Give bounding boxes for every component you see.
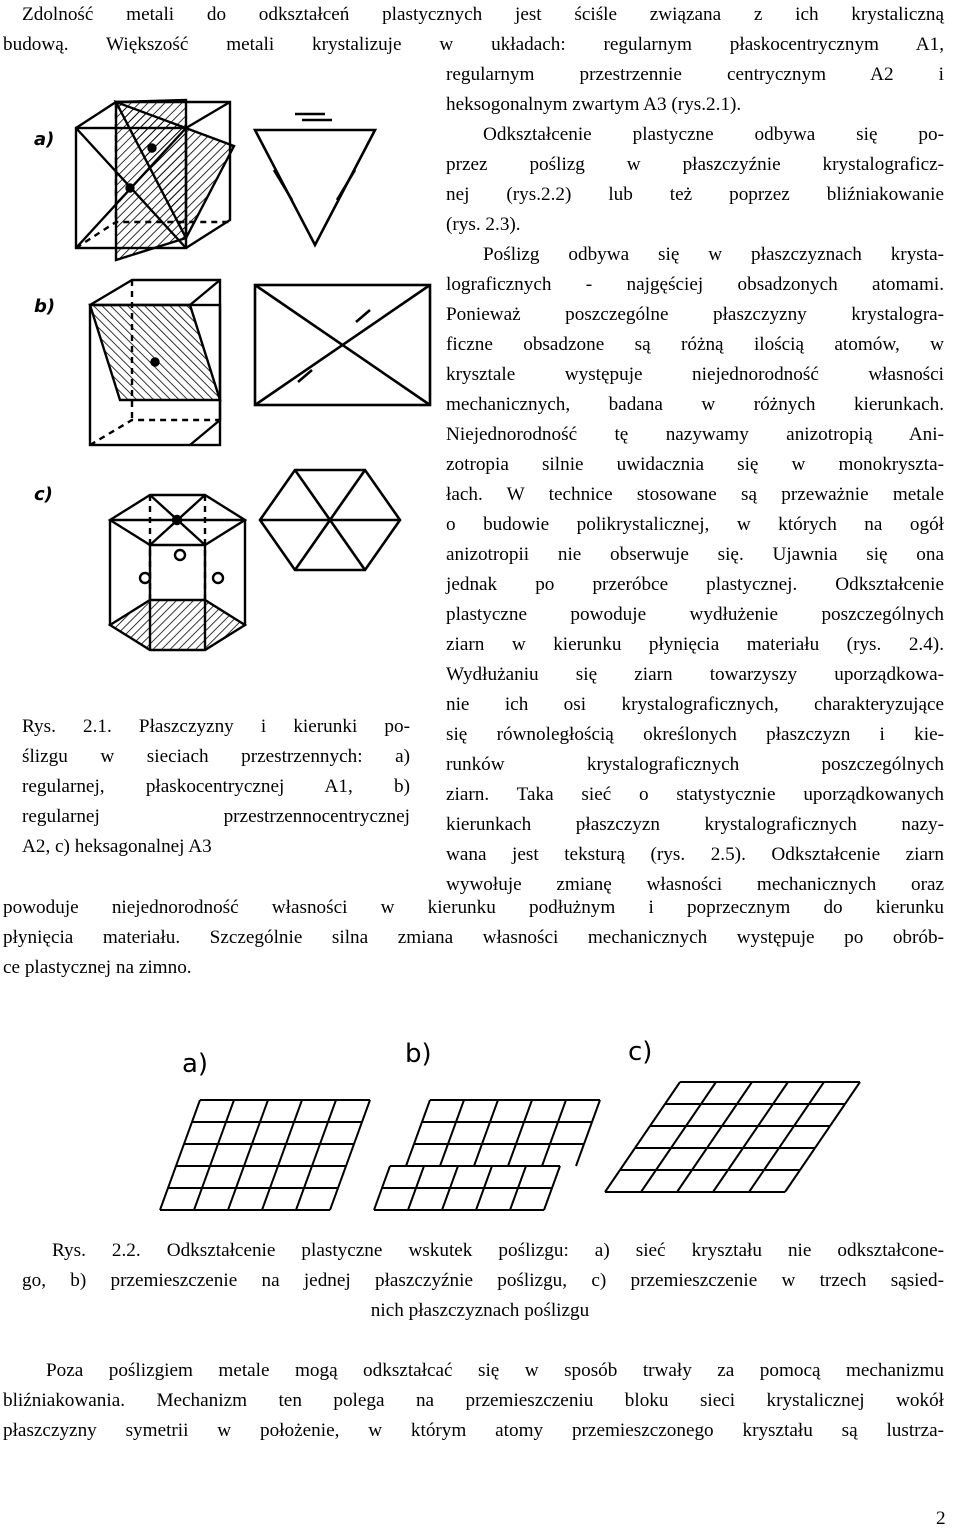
figure-2-1: [34, 100, 440, 660]
right-line-3: nej (rys.2.2) lub też poprzez bliźniakowanie: [446, 184, 944, 205]
bottom-line-3: płaszczyzny symetrii w położenie, w którym atomy przemieszczonego kryształu są lustrza-: [3, 1420, 944, 1441]
right-line-17: plastyczne powoduje wydłużenie poszczególnych: [446, 604, 944, 625]
right-line-18: ziarn w kierunku płynięcia materiału (rys. 2.4).: [446, 634, 944, 655]
figure-2-2: [160, 1030, 920, 1230]
right-line-13: łach. W technice stosowane są przeważnie metale: [446, 484, 944, 505]
fcc-cube: [76, 100, 234, 260]
right-line-15: anizotropii nie obserwuje się. Ujawnia się ona: [446, 544, 944, 565]
right-line-4: (rys. 2.3).: [446, 214, 521, 235]
fig1-caption-line-3: regularnej, płaskocentrycznej A1, b): [22, 776, 410, 797]
slip-rectangle: [255, 285, 430, 405]
fig1-label-a: a): [34, 129, 55, 150]
right-line-21: się równoległością określonych płaszczyzn i kie-: [446, 724, 944, 745]
fig1-caption-line-2: ślizgu w sieciach przestrzennych: a): [22, 746, 410, 767]
right-line-1: Odkształcenie plastyczne odbywa się po-: [483, 124, 944, 145]
fig1-caption-line-5: A2, c) heksagonalnej A3: [22, 836, 212, 857]
fig2-caption-line-1: Rys. 2.2. Odkształcenie plastyczne wskutek poślizgu: a) sieć kryształu nie odkształcone-: [52, 1240, 944, 1261]
lattice-c: [605, 1082, 860, 1192]
right-line-23: ziarn. Taka sieć o statystycznie uporządkowanych: [446, 784, 944, 805]
right-line-24: kierunkach płaszczyzn krystalograficznych nazy-: [446, 814, 944, 835]
intro-line-4: heksogonalnym zwartym A3 (rys.2.1).: [446, 94, 742, 115]
right-line-12: zotropia silnie uwidacznia się w monokryszta-: [446, 454, 944, 475]
fig1-caption-line-4: regularnej przestrzennocentrycznej: [22, 806, 410, 827]
right-line-5: Poślizg odbywa się w płaszczyznach krysta-: [483, 244, 944, 265]
right-line-25: wana jest teksturą (rys. 2.5). Odkształcenie ziarn: [446, 844, 944, 865]
right-line-2: przez poślizg w płaszczyźnie krystalograficz-: [446, 154, 944, 175]
right-line-8: ficzne obsadzone są różną ilością atomów, w: [446, 334, 944, 355]
right-line-6: lograficznych - najgęściej obsadzonych atomami.: [446, 274, 944, 295]
right-line-22: runków krystalograficznych poszczególnych: [446, 754, 944, 775]
bottom-line-1: Poza poślizgiem metale mogą odkształcać się w sposób trwały za pomocą mechanizmu: [46, 1360, 944, 1381]
fig1-label-b: b): [34, 296, 56, 317]
fig2-label-c: c): [628, 1037, 653, 1067]
right-line-19: Wydłużaniu się ziarn towarzyszy uporządkowa-: [446, 664, 944, 685]
right-line-10: mechanicznych, badana w różnych kierunkach.: [446, 394, 944, 415]
right-line-14: o budowie polikrystalicznej, w których na ogół: [446, 514, 944, 535]
intro-line-1: Zdolność metali do odkształceń plastycznych jest ściśle związana z ich krystaliczną: [22, 4, 944, 25]
right-line-11: Niejednorodność tę nazywamy anizotropią Ani-: [446, 424, 944, 445]
right-line-16: jednak po przeróbce plastycznej. Odkształcenie: [446, 574, 944, 595]
page-number: 2: [936, 1508, 946, 1529]
full-line-3: ce plastycznej na zimno.: [3, 957, 192, 978]
right-line-26: wywołuje zmianę własności mechanicznych oraz: [446, 874, 944, 895]
hexagonal-prism: [110, 495, 245, 650]
lattice-b: [374, 1100, 600, 1210]
fig2-caption-line-3: nich płaszczyznach poślizgu: [370, 1300, 590, 1321]
intro-line-2: budową. Większość metali krystalizuje w układach: regularnym płaskocentrycznym A1,: [3, 34, 944, 55]
slip-hexagon: [260, 470, 400, 570]
intro-line-3: regularnym przestrzennie centrycznym A2 i: [446, 64, 944, 85]
right-line-20: nie ich osi krystalograficznych, charakteryzujące: [446, 694, 944, 715]
slip-triangle: [255, 114, 375, 245]
fig2-caption-line-2: go, b) przemieszczenie na jednej płaszczyźnie poślizgu, c) przemieszczenie w trzech sąsied-: [22, 1270, 944, 1291]
fig1-caption-line-1: Rys. 2.1. Płaszczyzny i kierunki po-: [22, 716, 410, 737]
bottom-line-2: bliźniakowania. Mechanizm ten polega na przemieszczeniu bloku sieci krystalicznej wokół: [3, 1390, 944, 1411]
full-line-1: powoduje niejednorodność własności w kierunku podłużnym i poprzecznym do kierunku: [3, 897, 944, 918]
fig2-label-b: b): [405, 1039, 432, 1069]
full-line-2: płynięcia materiału. Szczególnie silna zmiana własności mechanicznych występuje po obrób-: [3, 927, 944, 948]
bcc-cube: [90, 280, 220, 445]
fig2-label-a: a): [182, 1049, 209, 1079]
right-line-7: Ponieważ poszczególne płaszczyzny krystalogra-: [446, 304, 944, 325]
fig1-label-c: c): [34, 484, 53, 505]
lattice-a: [160, 1100, 370, 1210]
right-line-9: krysztale występuje niejednorodność własności: [446, 364, 944, 385]
